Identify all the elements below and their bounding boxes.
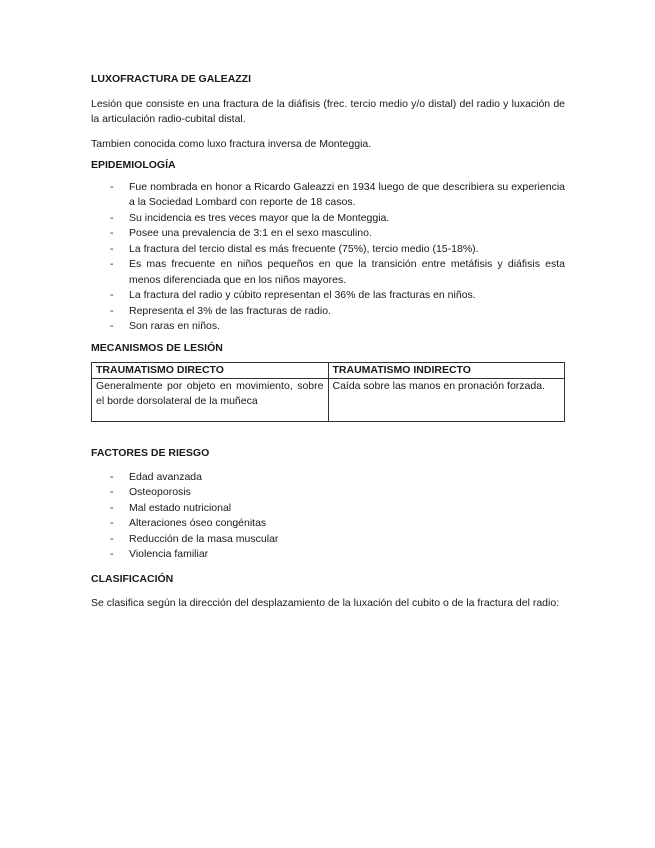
intro-paragraph: Lesión que consiste en una fractura de la diáfisis (frec. tercio medio y/o distal) del radio y luxación de la articulación radio-cubital distal. (91, 97, 565, 125)
list-item (91, 304, 565, 320)
dash-bullet: - (110, 227, 114, 239)
classification-paragraph: Se clasifica según la dirección del desplazamiento de la luxación del cubito o de la fractura del radio: (91, 597, 560, 609)
epidemiology-heading: EPIDEMIOLOGÍA (91, 159, 176, 171)
table-header-row (92, 363, 565, 379)
dash-bullet: - (110, 486, 114, 498)
list-item-text: Su incidencia es tres veces mayor que la de Monteggia. (129, 211, 390, 224)
list-item-text: La fractura del tercio distal es más frecuente (75%), tercio medio (15-18%). (129, 242, 479, 255)
list-item-text: Mal estado nutricional (129, 501, 232, 514)
dash-bullet: - (110, 532, 114, 545)
risk-factors-heading: FACTORES DE RIESGO (91, 447, 210, 459)
table-cell-indirect: Caída sobre las manos en pronación forzada. (328, 379, 565, 422)
list-item (91, 532, 565, 548)
list-item-text: Fue nombrada en honor a Ricardo Galeazzi en 1934 luego de que describiera su experiencia a la Sociedad Lombard con reporte de 18 casos. (129, 180, 565, 208)
epidemiology-list (91, 180, 565, 335)
document-page (91, 72, 565, 612)
list-item-text: Son raras en niños. (129, 320, 221, 332)
list-item-text: La fractura del radio y cúbito representan el 36% de las fracturas en niños. (129, 289, 476, 301)
list-item (91, 516, 565, 532)
mechanisms-heading: MECANISMOS DE LESIÓN (91, 341, 223, 354)
dash-bullet: - (110, 470, 114, 483)
dash-bullet: - (110, 501, 114, 514)
list-item-text: Representa el 3% de las fracturas de radio. (129, 304, 331, 317)
table-cell-direct: Generalmente por objeto en movimiento, sobre el borde dorsolateral de la muñeca (92, 379, 329, 422)
dash-bullet: - (110, 211, 114, 224)
list-item (91, 470, 565, 486)
table-header-indirect: TRAUMATISMO INDIRECTO (328, 363, 565, 379)
aka-paragraph: Tambien conocida como luxo fractura inversa de Monteggia. (91, 137, 372, 150)
list-item (91, 257, 565, 288)
list-item (91, 226, 565, 242)
list-item-text: Reducción de la masa muscular (129, 532, 279, 545)
dash-bullet: - (110, 320, 114, 332)
list-item (91, 501, 565, 517)
mechanisms-table (91, 362, 565, 422)
dash-bullet: - (110, 289, 114, 301)
document-title: LUXOFRACTURA DE GALEAZZI (91, 73, 252, 85)
risk-factors-list (91, 470, 565, 563)
classification-heading: CLASIFICACIÓN (91, 572, 174, 585)
list-item (91, 319, 565, 335)
dash-bullet: - (110, 180, 114, 193)
list-item (91, 242, 565, 258)
table-header-direct: TRAUMATISMO DIRECTO (92, 363, 329, 379)
dash-bullet: - (110, 517, 114, 529)
dash-bullet: - (110, 258, 114, 270)
dash-bullet: - (110, 548, 114, 560)
list-item (91, 211, 565, 227)
list-item (91, 288, 565, 304)
list-item-text: Posee una prevalencia de 3:1 en el sexo masculino. (129, 227, 372, 239)
list-item-text: Alteraciones óseo congénitas (129, 517, 267, 529)
dash-bullet: - (110, 242, 114, 255)
list-item (91, 180, 565, 211)
list-item-text: Es mas frecuente en niños pequeños en que la transición entre metáfisis y diáfisis esta menos diferenciada que en los niños mayores. (129, 258, 565, 286)
list-item-text: Edad avanzada (129, 470, 202, 483)
dash-bullet: - (110, 304, 114, 317)
list-item-text: Osteoporosis (129, 486, 191, 498)
table-row (92, 379, 565, 422)
list-item (91, 547, 565, 563)
list-item-text: Violencia familiar (129, 548, 209, 560)
list-item (91, 485, 565, 501)
